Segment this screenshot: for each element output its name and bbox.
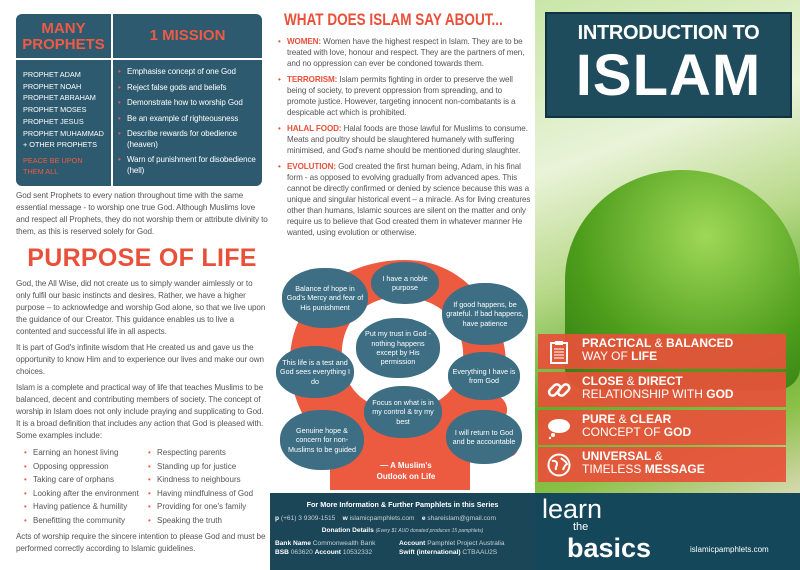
account-name-label: Account bbox=[399, 540, 426, 547]
mission-item: • Describe rewards for obedience (heaven) bbox=[118, 129, 261, 150]
purpose-paragraph: God, the All Wise, did not create us to simply wander aimlessly or to only fulfil our basic instincts and desires. Rather, we have a higher purpose – to acknowledge and worship God alone, so that we live upon the guidance of our Creator. This guidance enables us to live a contented and successful life in all aspects. bbox=[16, 279, 266, 336]
phone: (+61) 3 9309-1515 bbox=[280, 515, 336, 522]
topic-label: HALAL FOOD: bbox=[287, 124, 342, 133]
bsb-label: BSB bbox=[275, 549, 289, 556]
divider bbox=[16, 58, 262, 60]
mission-item: • Be an example of righteousness bbox=[118, 114, 261, 125]
prophet-name: PROPHET ABRAHAM bbox=[23, 93, 96, 103]
banner-text: PRACTICAL bbox=[582, 336, 652, 350]
banner-text: & bbox=[651, 336, 666, 350]
title-line-1: INTRODUCTION TO bbox=[577, 22, 760, 44]
contact-footer bbox=[270, 493, 535, 570]
outlook-cloud: Genuine hope & concern for non-Muslims to be guided bbox=[280, 410, 364, 470]
example-item: • Kindness to neighbours bbox=[148, 473, 268, 487]
topic-text: Women have the highest respect in Islam. They are to be treated with love, honour and respect. They are the partners of men, and no oppression can ever be condoned towards them. bbox=[287, 37, 525, 68]
prophet-name: PROPHET MOSES bbox=[23, 105, 87, 115]
bank-name-label: Bank Name bbox=[275, 540, 311, 547]
banner-text: PURE bbox=[582, 412, 616, 426]
footer-heading: For More Information & Further Pamphlets in this Series bbox=[306, 500, 499, 509]
thought-cloud-icon bbox=[547, 416, 571, 440]
example-item: • Respecting parents bbox=[148, 446, 268, 460]
banner-text: CLEAR bbox=[630, 412, 672, 426]
prophets-table bbox=[16, 14, 262, 186]
donation-label: Donation Details bbox=[321, 527, 374, 534]
series-logo-learn: learn bbox=[542, 494, 603, 524]
examples-list bbox=[24, 446, 268, 527]
purpose-paragraph: Islam is a complete and practical way of life that teaches Muslims to be balanced, decent and contributing members of society. The concept of worship in Islam does not only include praying and supplicating to God. It is a broad definition that includes any action that God is pleased with. Some examples include: bbox=[16, 383, 264, 440]
outlook-cloud: I have a noble purpose bbox=[371, 262, 439, 304]
series-logo-basics: basics bbox=[567, 533, 652, 563]
example-item: • Earning an honest living bbox=[24, 446, 148, 460]
web-label: w bbox=[342, 515, 348, 522]
example-item: • Having patience & humility bbox=[24, 500, 148, 514]
outlook-cloud: I will return to God and be accountable bbox=[446, 410, 522, 464]
example-item: • Providing for one's family bbox=[148, 500, 268, 514]
closing-paragraph: Acts of worship require the sincere intention to please God and must be performed correctly according to Islamic guidelines. bbox=[16, 532, 266, 553]
bank-name: Commonwealth Bank bbox=[312, 540, 376, 547]
outlook-cloud: Everything I have is from God bbox=[448, 352, 520, 400]
banner-text: BALANCED bbox=[666, 336, 734, 350]
series-logo-the: the bbox=[573, 521, 589, 533]
account-name: Pamphlet Project Australia bbox=[427, 540, 505, 547]
website-link[interactable]: islamicpamphlets.com bbox=[690, 545, 769, 554]
topic-text: Halal foods are those lawful for Muslims to consume. Meats and poultry should be slaughtered humanely with suffering minimised, and God's name should be mentioned during slaughter. bbox=[287, 124, 528, 155]
banner-text: WAY OF bbox=[582, 349, 632, 363]
banner-text: CLOSE bbox=[582, 374, 624, 388]
outlook-cloud: Put my trust in God - nothing happens except by His permission bbox=[356, 318, 440, 378]
mission-item: • Emphasise concept of one God bbox=[118, 67, 261, 78]
email-link[interactable]: shareislam@gmail.com bbox=[427, 515, 496, 522]
example-item: • Taking care of orphans bbox=[24, 473, 148, 487]
globe-icon bbox=[547, 453, 571, 477]
banner-text: LIFE bbox=[631, 349, 658, 363]
banner-text: & bbox=[615, 412, 631, 426]
example-item: • Standing up for justice bbox=[148, 460, 268, 474]
banner-text: MESSAGE bbox=[644, 462, 705, 476]
mission-item: • Warn of punishment for disobedience (hell) bbox=[118, 155, 261, 176]
topic-women bbox=[278, 36, 532, 69]
chain-link-icon bbox=[547, 378, 571, 402]
islam-says-title: WHAT DOES ISLAM SAY ABOUT... bbox=[284, 11, 503, 29]
prophet-name: PROPHET NOAH bbox=[23, 81, 82, 91]
prophet-list bbox=[23, 69, 104, 177]
banner-text: TIMELESS bbox=[582, 462, 645, 476]
one-mission-header: 1 MISSION bbox=[149, 27, 226, 44]
example-item: • Opposing oppression bbox=[24, 460, 148, 474]
outlook-cloud: Focus on what is in my control & try my best bbox=[364, 386, 442, 438]
mission-item: • Reject false gods and beliefs bbox=[118, 83, 261, 94]
banner-text: RELATIONSHIP WITH bbox=[582, 387, 707, 401]
prophets-paragraph: God sent Prophets to every nation throughout time with the same essential message - to worship one true God. Although Muslims love and respect all Prophets, they do not worship them or attribute divinity to them, as this is reserved solely for God. bbox=[16, 191, 268, 236]
outlook-caption: — A Muslim's Outlook on Life bbox=[376, 461, 436, 481]
outlook-cloud: Balance of hope in God's Mercy and fear of His punishment bbox=[282, 268, 368, 328]
cover-title bbox=[545, 12, 792, 118]
banner-text: & bbox=[651, 449, 663, 463]
banner-text: GOD bbox=[706, 387, 734, 401]
learn-the-basics-footer bbox=[535, 493, 800, 570]
outlook-cloud: This life is a test and God sees everything I do bbox=[276, 346, 354, 398]
example-item: • Having mindfulness of God bbox=[148, 487, 268, 501]
banner-text: & bbox=[623, 374, 639, 388]
banner-practical bbox=[538, 334, 786, 369]
topic-text: God created the first human being, Adam, in his final form - as opposed to evolving gradually from advanced apes. This cannot be directly confirmed or denied by science because this was a unique and singular historical event – a miracle. As for living creatures other than humans, Islamic sources are silent on the matter and only require us to believe that God created them in whatever manner He wanted, using evolution or otherwise. bbox=[287, 162, 531, 237]
purpose-title: PURPOSE OF LIFE bbox=[27, 244, 257, 272]
prophet-name: PROPHET JESUS bbox=[23, 116, 84, 126]
islam-says-list bbox=[278, 36, 532, 243]
topic-label: EVOLUTION: bbox=[287, 162, 336, 171]
email-label: e bbox=[421, 515, 426, 522]
banner-text: GOD bbox=[663, 425, 692, 439]
topic-evolution bbox=[278, 161, 532, 238]
clipboard-icon bbox=[547, 340, 571, 364]
account-number-label: Account bbox=[314, 549, 341, 556]
mission-list bbox=[118, 67, 261, 181]
example-item: • Speaking the truth bbox=[148, 514, 268, 528]
many-prophets-header: MANY PROPHETS bbox=[22, 20, 105, 53]
swift-code: CTBAAU2S bbox=[462, 549, 498, 556]
title-line-2: ISLAM bbox=[575, 43, 762, 108]
topic-halal-food bbox=[278, 123, 532, 156]
topic-text: Islam permits fighting in order to preserve the well being of society, to prevent oppression from spreading, and to promote justice. However, targeting innocent non-combatants is a despicable act which is prohibited. bbox=[287, 75, 516, 117]
example-item: • Looking after the environment bbox=[24, 487, 148, 501]
banner-universal bbox=[538, 447, 786, 482]
topic-terrorism bbox=[278, 74, 532, 118]
example-item: • Benefitting the community bbox=[24, 514, 148, 528]
banner-text: DIRECT bbox=[638, 374, 683, 388]
left-column bbox=[16, 190, 268, 559]
prophet-name: PROPHET MUHAMMAD bbox=[23, 128, 104, 138]
outlook-cloud: If good happens, be grateful. If bad happens, have patience bbox=[442, 283, 528, 345]
banner-close-direct bbox=[538, 372, 786, 407]
website-link[interactable]: islamicpamphlets.com bbox=[349, 515, 415, 522]
donation-note: (Every $1 AUD donated produces 15 pamphlets) bbox=[375, 528, 484, 534]
purpose-paragraph: It is part of God's infinite wisdom that He created us and gave us the opportunity to know Him and to experience our lives and make our own choices. bbox=[16, 343, 264, 376]
topic-label: WOMEN: bbox=[287, 37, 322, 46]
phone-label: p bbox=[275, 515, 280, 522]
bsb: 063620 bbox=[290, 549, 313, 556]
topic-label: TERRORISM: bbox=[287, 75, 338, 84]
banner-text: CONCEPT OF bbox=[582, 425, 664, 439]
banner-pure-clear bbox=[538, 410, 786, 445]
peace-be-upon-them: PEACE BE UPON THEM ALL bbox=[23, 155, 83, 176]
account-number: 10532332 bbox=[342, 549, 373, 556]
prophet-name: PROPHET ADAM bbox=[23, 70, 81, 79]
prophet-name: + OTHER PROPHETS bbox=[23, 140, 97, 150]
mission-item: • Demonstrate how to worship God bbox=[118, 98, 261, 109]
swift-label: Swift (international) bbox=[399, 549, 461, 556]
banner-text: UNIVERSAL bbox=[582, 449, 652, 463]
